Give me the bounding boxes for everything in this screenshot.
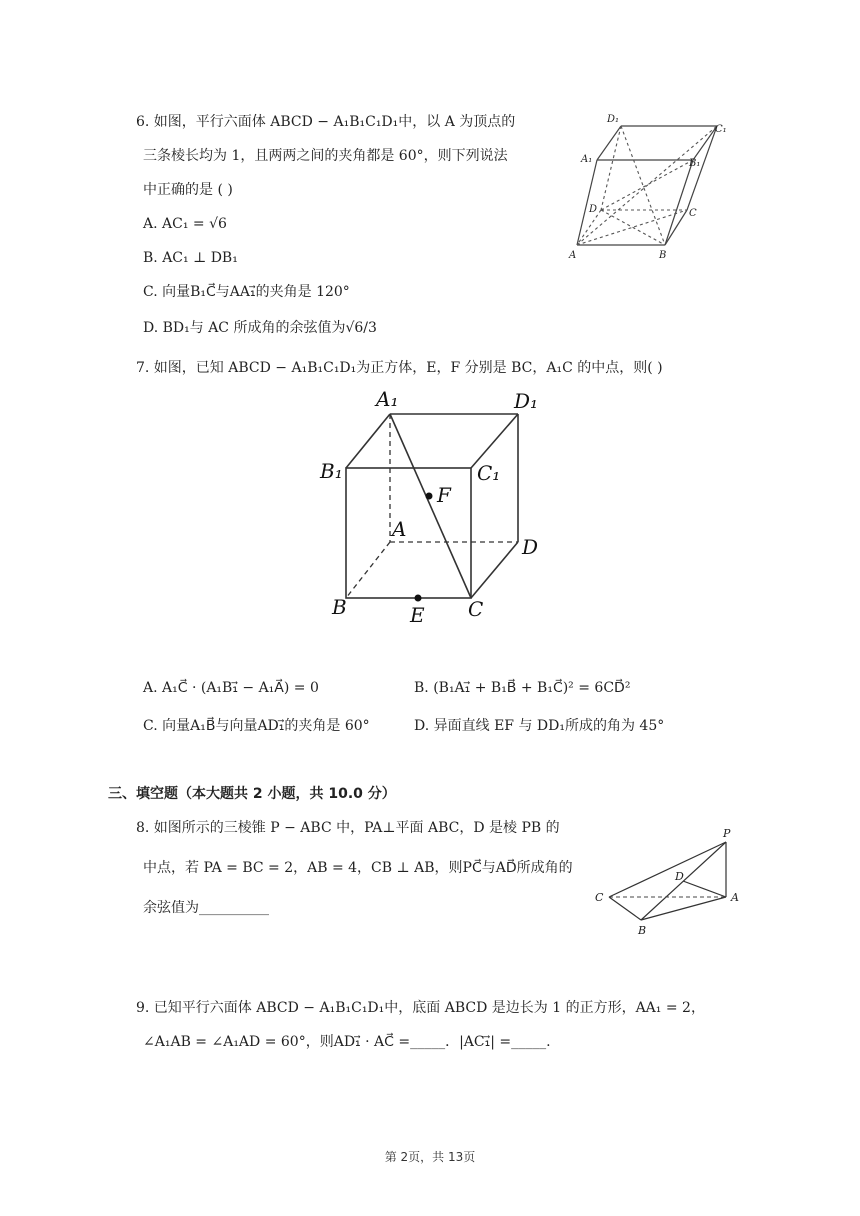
q8-stem-line1: 8. 如图所示的三棱锥 P − ABC 中，PA⊥平面 ABC，D 是棱 PB 的	[136, 820, 560, 836]
q6-stem-line2: 三条棱长均为 1，且两两之间的夹角都是 60°，则下列说法	[143, 148, 508, 164]
q6-label-d: D	[589, 204, 598, 215]
q7-option-b: B. (B₁A₁⃗ + B₁B⃗ + B₁C⃗)² = 6CD⃗²	[414, 680, 631, 696]
q8-label-d: D	[675, 870, 684, 883]
q6-option-d: D. BD₁与 AC 所成角的余弦值为√6/3	[143, 320, 377, 336]
q7-option-d: D. 异面直线 EF 与 DD₁所成的角为 45°	[414, 718, 665, 734]
q7-stem: 7. 如图，已知 ABCD − A₁B₁C₁D₁为正方体，E，F 分别是 BC，A₁C 的中点，则( )	[136, 360, 663, 376]
q6-label-d1: D₁	[607, 114, 620, 125]
q6-label-c: C	[689, 208, 697, 219]
q6-option-b: B. AC₁ ⊥ DB₁	[143, 250, 238, 266]
q6-label-b: B	[659, 250, 667, 261]
q8-label-c: C	[595, 891, 604, 904]
q6-label-b1: B₁	[689, 158, 701, 169]
q6-option-c: C. 向量B₁C⃗与AA₁⃗的夹角是 120°	[143, 284, 350, 300]
q9-stem-line2: ∠A₁AB = ∠A₁AD = 60°，则AD₁⃗ · AC⃗ =_____．|AC₁⃗| =_____.	[143, 1034, 551, 1050]
q6-label-a: A	[569, 250, 577, 261]
q7-label-e: E	[410, 603, 425, 627]
q7-label-d1: D₁	[514, 389, 539, 413]
q8-label-b: B	[638, 924, 647, 937]
q6-label-c1: C₁	[715, 124, 727, 135]
q6-stem-line1: 6. 如图，平行六面体 ABCD − A₁B₁C₁D₁中，以 A 为顶点的	[136, 114, 516, 130]
q6-parallelepiped-figure	[565, 108, 735, 268]
q7-label-b1: B₁	[320, 459, 343, 483]
q8-stem-line3: 余弦值为__________	[143, 900, 269, 916]
q7-option-a: A. A₁C⃗ · (A₁B₁⃗ − A₁A⃗) = 0	[143, 680, 319, 696]
q7-cube-figure	[310, 380, 560, 630]
q9-stem-line1: 9. 已知平行六面体 ABCD − A₁B₁C₁D₁中，底面 ABCD 是边长为 1 的正方形，AA₁ = 2，	[136, 1000, 705, 1016]
page-footer: 第 2页，共 13页	[384, 1150, 476, 1164]
q8-label-a: A	[731, 891, 739, 904]
q7-label-d: D	[522, 535, 539, 559]
q6-option-a: A. AC₁ = √6	[143, 216, 227, 232]
q7-label-f: F	[437, 483, 451, 507]
q7-label-b: B	[332, 595, 347, 619]
q6-label-a1: A₁	[581, 154, 593, 165]
q7-label-a1: A₁	[376, 387, 399, 411]
point-f	[426, 493, 433, 500]
q8-pyramid-figure	[585, 820, 755, 940]
q7-label-c: C	[468, 597, 484, 621]
q6-stem-line3: 中正确的是 ( )	[143, 182, 233, 198]
q8-label-p: P	[723, 827, 731, 840]
point-e	[415, 595, 422, 602]
section-heading-fill-in: 三、填空题（本大题共 2 小题，共 10.0 分）	[108, 786, 396, 802]
q8-stem-line2: 中点，若 PA = BC = 2，AB = 4，CB ⊥ AB，则PC⃗与AD⃗所成角的	[143, 860, 573, 876]
q7-option-c: C. 向量A₁B⃗与向量AD₁⃗的夹角是 60°	[143, 718, 370, 734]
q7-label-c1: C₁	[477, 461, 501, 485]
q7-label-a: A	[392, 517, 407, 541]
